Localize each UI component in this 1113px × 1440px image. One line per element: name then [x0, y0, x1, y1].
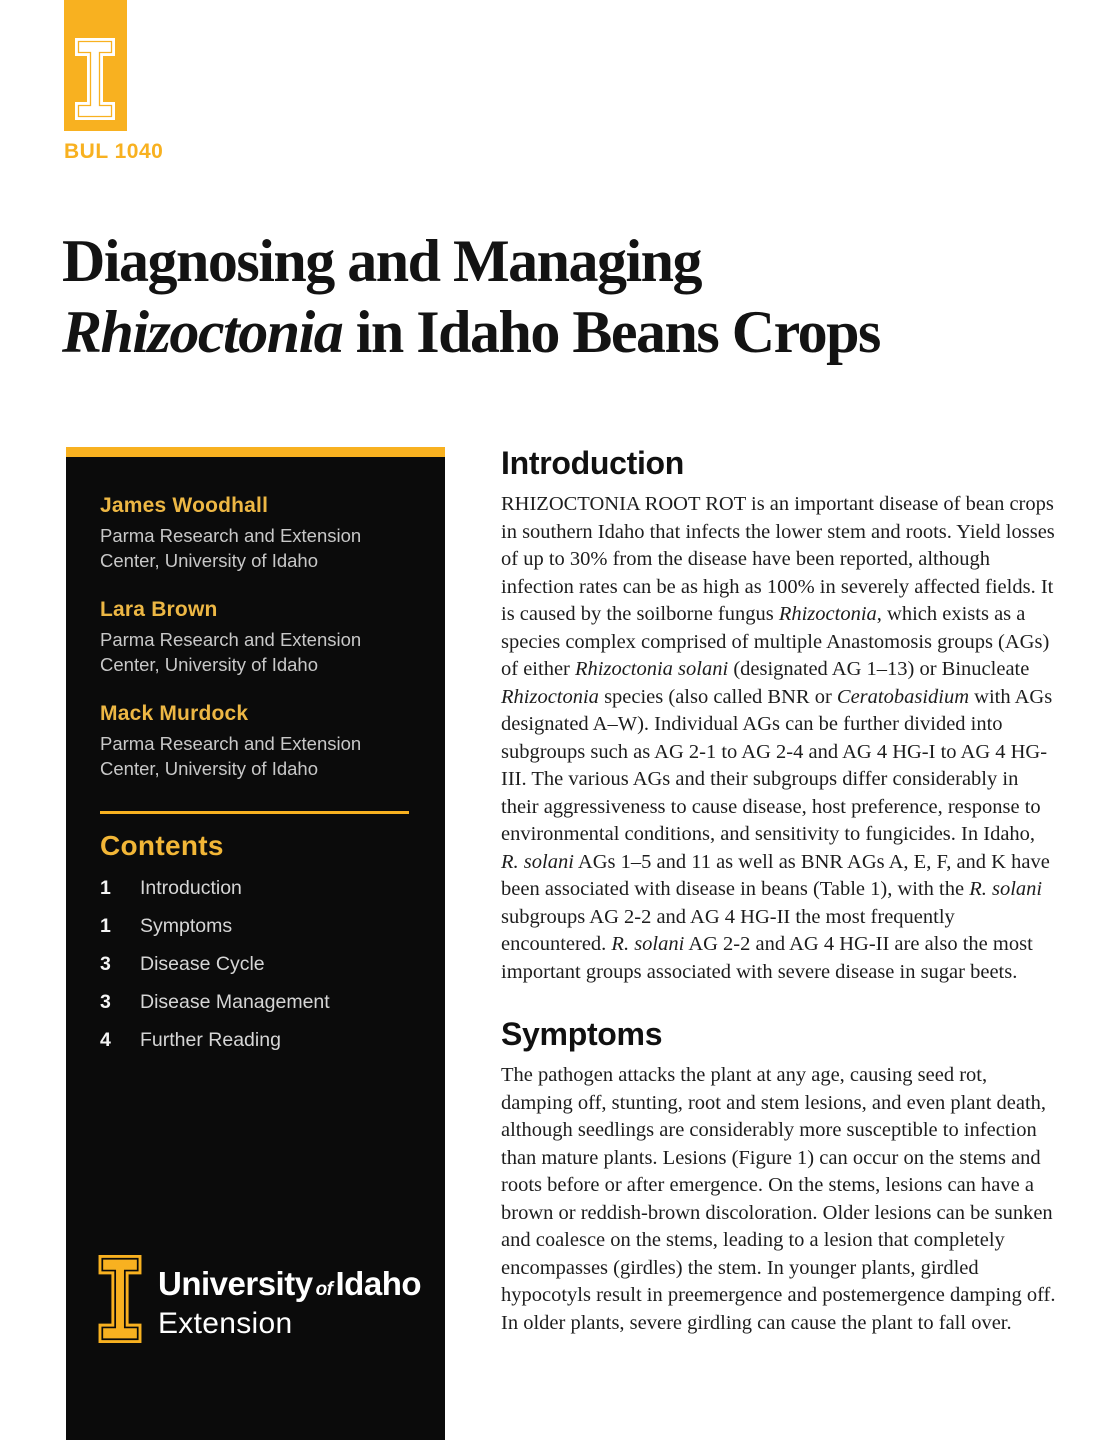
title-line1: Diagnosing and Managing [62, 228, 702, 294]
contents-divider [100, 811, 409, 814]
extension-logo [98, 1255, 421, 1343]
main-column [501, 446, 1057, 1337]
toc-label: Symptoms [140, 915, 233, 937]
wordmark-idaho: Idaho [335, 1265, 422, 1302]
sidebar-gold-bar [66, 447, 445, 457]
section-body: RHIZOCTONIA ROOT ROT is an important disease of bean crops in southern Idaho that infects the lower stem and roots. Yield losses of up to 30% from the disease have been reported, although infection rates can be as high as 100% in severely affected fields. It is caused by the soilborne fungus Rhizoctonia, which exists as a species complex comprised of multiple Anastomosis groups (AGs) of either Rhizoctonia solani (designated AG 1–13) or Binucleate Rhizoctonia species (also called BNR or Ceratobasidium with AGs designated A–W). Individual AGs can be further divided into subgroups such as AG 2-1 to AG 2-4 and AG 4 HG-I to AG 4 HG-III. The various AGs and their subgroups differ considerably in their aggressiveness to cause disease, host preference, response to environmental conditions, and sensitivity to fungicides. In Idaho, R. solani AGs 1–5 and 11 as well as BNR AGs A, E, F, and K have been associated with disease in beans (Table 1), with the R. solani subgroups AG 2-2 and AG 4 HG-II the most frequently encountered. R. solani AG 2-2 and AG 4 HG-II are also the most important groups associated with severe disease in sugar beets. [501, 493, 1055, 983]
toc-page-number: 4 [100, 1029, 111, 1051]
author-affiliation: Parma Research and Extension Center, University of Idaho [100, 733, 362, 779]
toc-item-disease-management [100, 990, 409, 1014]
wordmark-of: of [315, 1279, 333, 1300]
toc-page-number: 3 [100, 953, 111, 975]
section-introduction [501, 446, 1057, 986]
title-line2-rest: in Idaho Beans Crops [342, 299, 880, 365]
author-name: Mack Murdock [100, 702, 249, 725]
section-body: The pathogen attacks the plant at any age, causing seed rot, damping off, stunting, root and stem lesions, and even plant death, although seedlings are considerably more susceptible to infection than mature plants. Lesions (Figure 1) can occur on the stems and roots before or after emergence. On the stems, lesions can have a brown or reddish-brown discoloration. Older lesions can be sunken and coalesce on the stems, leading to a lesion that completely encompasses (girdles) the stem. In younger plants, girdled hypocotyls result in preemergence and postemergence damping off. In older plants, severe girdling can cause the plant to fall over. [501, 1064, 1056, 1334]
section-symptoms [501, 1017, 1057, 1337]
author-block [100, 598, 409, 677]
toc-item-disease-cycle [100, 952, 409, 976]
toc-page-number: 1 [100, 877, 111, 899]
toc-label: Introduction [140, 877, 242, 899]
bulletin-number: BUL 1040 [64, 140, 164, 163]
wordmark-extension: Extension [158, 1307, 293, 1340]
contents-heading: Contents [100, 830, 224, 861]
author-block [100, 494, 409, 573]
block-i-icon [74, 38, 116, 120]
toc-label: Further Reading [140, 1029, 281, 1051]
toc-page-number: 1 [100, 915, 111, 937]
section-heading: Introduction [501, 445, 685, 481]
block-i-icon [98, 1255, 142, 1343]
sidebar-content [66, 457, 445, 1052]
author-affiliation: Parma Research and Extension Center, University of Idaho [100, 629, 362, 675]
author-block [100, 702, 409, 781]
page-title [62, 226, 880, 368]
author-name: James Woodhall [100, 494, 269, 517]
author-name: Lara Brown [100, 598, 218, 621]
toc-page-number: 3 [100, 991, 111, 1013]
extension-logo-text [158, 1255, 421, 1340]
wordmark-university: University [158, 1265, 313, 1302]
university-logo-block [64, 0, 127, 131]
toc-label: Disease Management [140, 991, 330, 1013]
toc-item-symptoms [100, 914, 409, 938]
university-of-idaho-wordmark [158, 1267, 421, 1307]
toc-item-introduction [100, 876, 409, 900]
toc-label: Disease Cycle [140, 953, 265, 975]
author-affiliation: Parma Research and Extension Center, University of Idaho [100, 525, 362, 571]
title-line2-italic: Rhizoctonia [62, 299, 343, 365]
toc-item-further-reading [100, 1028, 409, 1052]
section-heading: Symptoms [501, 1016, 663, 1052]
